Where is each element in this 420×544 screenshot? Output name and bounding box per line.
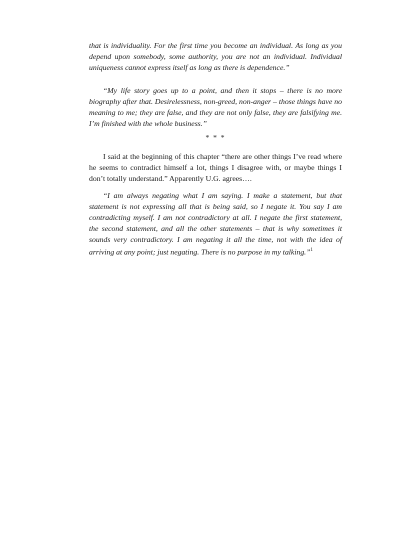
footnote-marker: 1 <box>310 248 313 253</box>
quote-paragraph-negating <box>89 190 342 258</box>
quote-paragraph-continued: that is individuality. For the first time you become an individual. As long as you depend upon somebody, some authority, you are not an individual. Individual uniqueness cannot express itself as long as there is dependence.” <box>89 41 342 72</box>
section-separator: * * * <box>205 133 226 142</box>
quote-paragraph-life-story: “My life story goes up to a point, and then it stops – there is no more biography after that. Desirelessness, non-greed, non-anger – those things have no meaning to me; they are false, and they are not only false, they are falsifying me. I’m finished with the whole business.” <box>89 86 342 128</box>
quote-text: “I am always negating what I am saying. I make a statement, but that statement is not expressing all that is being said, so I negate it. You say I am contradicting myself. I am not contradictory at all. I negate the first statement, the second statement, and all the other statements – that is why sometimes it sounds very contradictory. I am negating it all the time, not with the idea of arriving at any point; just negating. There is no purpose in my talking.” <box>89 191 342 257</box>
narrative-paragraph: I said at the beginning of this chapter “there are other things I’ve read where he seems to contradict himself a lot, things I disagree with, or maybe things I don’t totally understand.” Apparently U.G. agrees…. <box>89 152 342 183</box>
